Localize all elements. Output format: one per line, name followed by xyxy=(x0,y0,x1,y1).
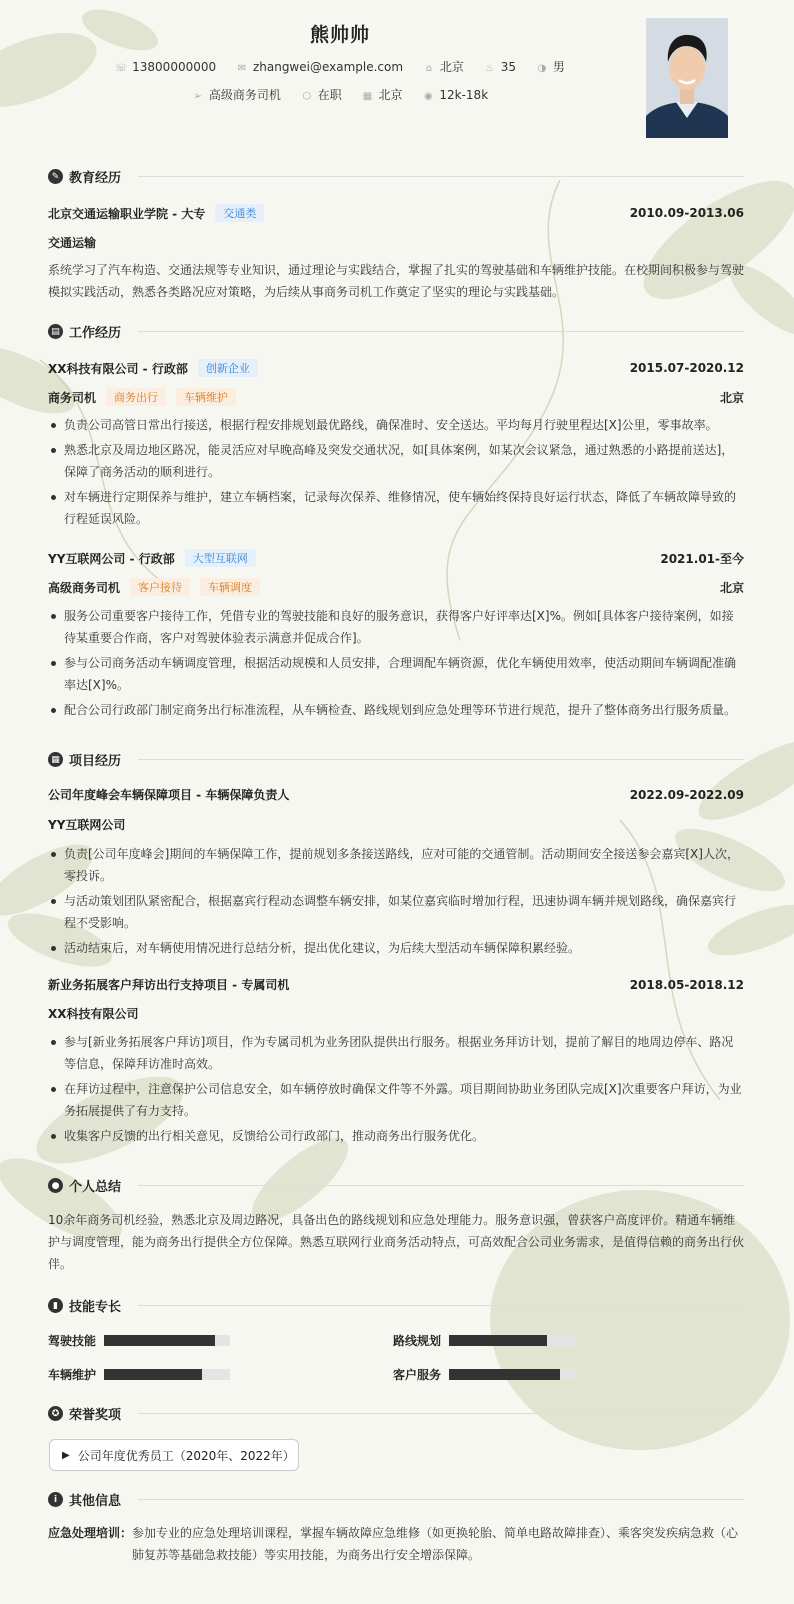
company-name: YY互联网公司 - 行政部 xyxy=(48,551,175,566)
company-tag: 大型互联网 xyxy=(185,549,256,567)
salary-item xyxy=(422,88,488,102)
school-tag: 交通类 xyxy=(215,204,264,222)
skill-name: 车辆维护 xyxy=(48,1368,97,1382)
divider xyxy=(138,759,744,760)
gender-text: 男 xyxy=(552,60,565,74)
skill-name: 客户服务 xyxy=(393,1368,442,1382)
skill-name: 驾驶技能 xyxy=(48,1334,97,1348)
summary-text: 10余年商务司机经验，熟悉北京及周边路况，具备出色的路线规划和应急处理能力。服务意识强，曾获客户高度评价。精通车辆维护与调度管理，能为商务出行提供全方位保障。熟悉互联网行业商务活动特点，可高效配合公司业务需求，是值得信赖的商务出行伙伴。 xyxy=(48,1213,745,1271)
list-item: 负责[公司年度峰会]期间的车辆保障工作，提前规划多条接送路线，应对可能的交通管制。活动期间安全接送参会嘉宾[X]人次，零投诉。 xyxy=(48,843,744,887)
project-row xyxy=(48,786,744,803)
work-row xyxy=(48,359,744,377)
projects-section-title xyxy=(48,750,121,769)
list-item: 在拜访过程中，注意保护公司信息安全，如车辆停放时确保文件等不外露。项目期间协助业务团队完成[X]次重要客户拜访，为业务拓展提供了有力支持。 xyxy=(48,1078,744,1122)
other-section-title xyxy=(48,1490,121,1509)
role-tag: 车辆调度 xyxy=(200,578,260,596)
company-name: XX科技有限公司 - 行政部 xyxy=(48,361,188,376)
list-item: 参与[新业务拓展客户拜访]项目，作为专属司机为业务团队提供出行服务。根据业务拜访计划，提前了解目的地周边停车、路况等信息，保障拜访准时高效。 xyxy=(48,1031,744,1075)
list-item: 配合公司行政部门制定商务出行标准流程，从车辆检查、路线规划到应急处理等环节进行规范，提升了整体商务出行服务质量。 xyxy=(48,699,744,721)
briefcase-icon: ▤ xyxy=(48,324,63,339)
skill-bar xyxy=(449,1369,575,1380)
divider xyxy=(138,331,744,332)
role-row xyxy=(48,388,744,406)
work-city: 北京 xyxy=(719,390,744,405)
education-section-title xyxy=(48,167,121,186)
summary-heading: 个人总结 xyxy=(69,1180,122,1195)
divider xyxy=(138,1305,744,1306)
city-item xyxy=(423,58,464,75)
target-city-item xyxy=(362,86,403,103)
list-item: 服务公司重要客户接待工作，凭借专业的驾驶技能和良好的服务意识，获得客户好评率达[X]%。例如[具体客户接待案例，如接待某重要合作商，客户对驾驶体验表示满意并促成合作]。 xyxy=(48,605,744,649)
cake-icon: ♨ xyxy=(485,63,495,74)
list-item: 对车辆进行定期保养与维护，建立车辆档案，记录每次保养、维修情况，使车辆始终保持良好运行状态，降低了车辆故障导致的行程延误风险。 xyxy=(48,486,744,530)
major-name: 交通运输 xyxy=(48,236,97,250)
gender-item xyxy=(536,58,565,75)
skill-bar-fill xyxy=(449,1335,547,1346)
list-item: 与活动策划团队紧密配合，根据嘉宾行程动态调整车辆安排，如某位嘉宾临时增加行程，迅速协调车辆并规划路线，确保嘉宾行程不受影响。 xyxy=(48,890,744,934)
work-bullets xyxy=(48,605,744,724)
education-date: 2010.09-2013.06 xyxy=(629,206,744,220)
skill-bar xyxy=(449,1335,575,1346)
city-text: 北京 xyxy=(439,60,464,74)
work-bullets xyxy=(48,414,744,533)
skill-item xyxy=(48,1366,230,1383)
projects-heading: 项目经历 xyxy=(69,754,122,769)
divider xyxy=(138,176,744,177)
gender-icon: ◑ xyxy=(537,63,547,74)
info-icon: i xyxy=(48,1492,63,1507)
skill-name: 路线规划 xyxy=(393,1334,442,1348)
skill-bar-fill xyxy=(104,1335,215,1346)
role-name: 商务司机 xyxy=(48,390,97,405)
phone-icon: ☏ xyxy=(115,63,128,74)
other-text: 参加专业的应急处理培训课程，掌握车辆故障应急维修（如更换轮胎、简单电路故障排查）、乘客突发疾病急救（心肺复苏等基础急救技能）等实用技能，为商务出行安全增添保障。 xyxy=(132,1526,739,1562)
candidate-name: 熊帅帅 xyxy=(309,24,370,46)
work-row xyxy=(48,549,744,567)
target-city-text: 北京 xyxy=(378,88,403,102)
building-icon: ▦ xyxy=(362,91,373,102)
user-icon: ● xyxy=(48,1178,63,1193)
other-info xyxy=(48,1522,744,1566)
role-tag: 车辆维护 xyxy=(176,388,236,406)
divider xyxy=(138,1499,744,1500)
work-city: 北京 xyxy=(719,580,744,595)
list-item: 熟悉北京及周边地区路况，能灵活应对早晚高峰及突发交通状况，如[具体案例，如某次会议紧急，通过熟悉的小路提前送达]，保障了商务活动的顺利进行。 xyxy=(48,439,744,483)
age-text: 35 xyxy=(500,60,517,74)
list-item: 活动结束后，对车辆使用情况进行总结分析，提出优化建议，为后续大型活动车辆保障积累经验。 xyxy=(48,937,744,959)
project-bullets xyxy=(48,843,744,962)
awards-heading: 荣誉奖项 xyxy=(69,1408,122,1423)
list-item: 负责公司高管日常出行接送，根据行程安排规划最优路线，确保准时、安全送达。平均每月行驶里程达[X]公里，零事故率。 xyxy=(48,414,744,436)
medal-icon: ✪ xyxy=(48,1406,63,1421)
list-item: 收集客户反馈的出行相关意见，反馈给公司行政部门，推动商务出行服务优化。 xyxy=(48,1125,744,1147)
job-intent-line xyxy=(0,86,680,103)
other-heading: 其他信息 xyxy=(69,1494,122,1509)
phone-text: 13800000000 xyxy=(132,60,217,74)
work-date: 2015.07-2020.12 xyxy=(629,361,744,375)
send-icon: ➢ xyxy=(193,91,203,102)
home-icon: ⌂ xyxy=(425,63,433,74)
award-text: 公司年度优秀员工（2020年、2022年） xyxy=(77,1448,295,1463)
graduation-cap-icon: ✎ xyxy=(48,169,63,184)
divider xyxy=(138,1413,744,1414)
work-section-title xyxy=(48,322,121,341)
project-date: 2018.05-2018.12 xyxy=(629,977,744,992)
project-title: 公司年度峰会车辆保障项目 - 车辆保障负责人 xyxy=(48,788,290,802)
salary-text: 12k-18k xyxy=(439,88,489,102)
grid-icon: ▦ xyxy=(48,752,63,767)
summary-section-title xyxy=(48,1176,121,1195)
skill-item xyxy=(393,1366,575,1383)
contact-line xyxy=(0,58,680,75)
major-row xyxy=(48,234,744,251)
position-item xyxy=(192,86,281,103)
hexagon-icon: ⬡ xyxy=(302,91,312,102)
skill-bar-fill xyxy=(104,1369,202,1380)
skills-heading: 技能专长 xyxy=(69,1300,122,1315)
project-title: 新业务拓展客户拜访出行支持项目 - 专属司机 xyxy=(48,978,290,992)
project-company-row xyxy=(48,816,744,833)
email-item xyxy=(236,60,403,74)
skill-item xyxy=(393,1332,575,1349)
role-tag: 客户接待 xyxy=(130,578,190,596)
age-item xyxy=(484,60,516,74)
other-label: 应急处理培训： xyxy=(48,1526,133,1540)
work-date: 2021.01-至今 xyxy=(660,551,744,566)
status-item xyxy=(301,86,342,103)
mail-icon: ✉ xyxy=(237,63,247,74)
project-bullets xyxy=(48,1031,744,1150)
caret-right-icon: ▶ xyxy=(62,1449,70,1461)
project-date: 2022.09-2022.09 xyxy=(629,787,744,802)
skill-bar xyxy=(104,1369,230,1380)
position-text: 高级商务司机 xyxy=(208,88,281,102)
email-text: zhangwei@example.com xyxy=(252,60,404,74)
skills-section-title xyxy=(48,1296,121,1315)
bar-chart-icon: ▮ xyxy=(48,1298,63,1313)
status-text: 在职 xyxy=(317,88,342,102)
school-name: 北京交通运输职业学院 - 大专 xyxy=(48,206,206,221)
project-company: YY互联网公司 xyxy=(48,818,126,832)
awards-section-title xyxy=(48,1404,121,1423)
project-company: XX科技有限公司 xyxy=(48,1007,139,1021)
education-heading: 教育经历 xyxy=(69,171,122,186)
project-company-row xyxy=(48,1005,744,1022)
education-row xyxy=(48,204,744,222)
company-tag: 创新企业 xyxy=(198,359,258,377)
work-heading: 工作经历 xyxy=(69,326,122,341)
role-tag: 商务出行 xyxy=(106,388,166,406)
list-item: 参与公司商务活动车辆调度管理，根据活动规模和人员安排，合理调配车辆资源，优化车辆使用效率，使活动期间车辆调配准确率达[X]%。 xyxy=(48,652,744,696)
skill-bar-fill xyxy=(449,1369,560,1380)
skill-item xyxy=(48,1332,230,1349)
phone-item xyxy=(115,60,216,74)
project-row xyxy=(48,976,744,993)
divider xyxy=(138,1185,744,1186)
role-name: 高级商务司机 xyxy=(48,580,121,595)
award-item[interactable] xyxy=(49,1439,299,1471)
education-desc: 系统学习了汽车构造、交通法规等专业知识，通过理论与实践结合，掌握了扎实的驾驶基础和车辆维护技能。在校期间积极参与驾驶模拟实践活动，熟悉各类路况应对策略，为后续从事商务司机工作奠定了坚实的理论与实践基础。 xyxy=(48,263,745,299)
skill-bar xyxy=(104,1335,230,1346)
avatar-photo xyxy=(646,18,728,138)
coin-icon: ◉ xyxy=(424,91,433,102)
role-row xyxy=(48,578,744,596)
